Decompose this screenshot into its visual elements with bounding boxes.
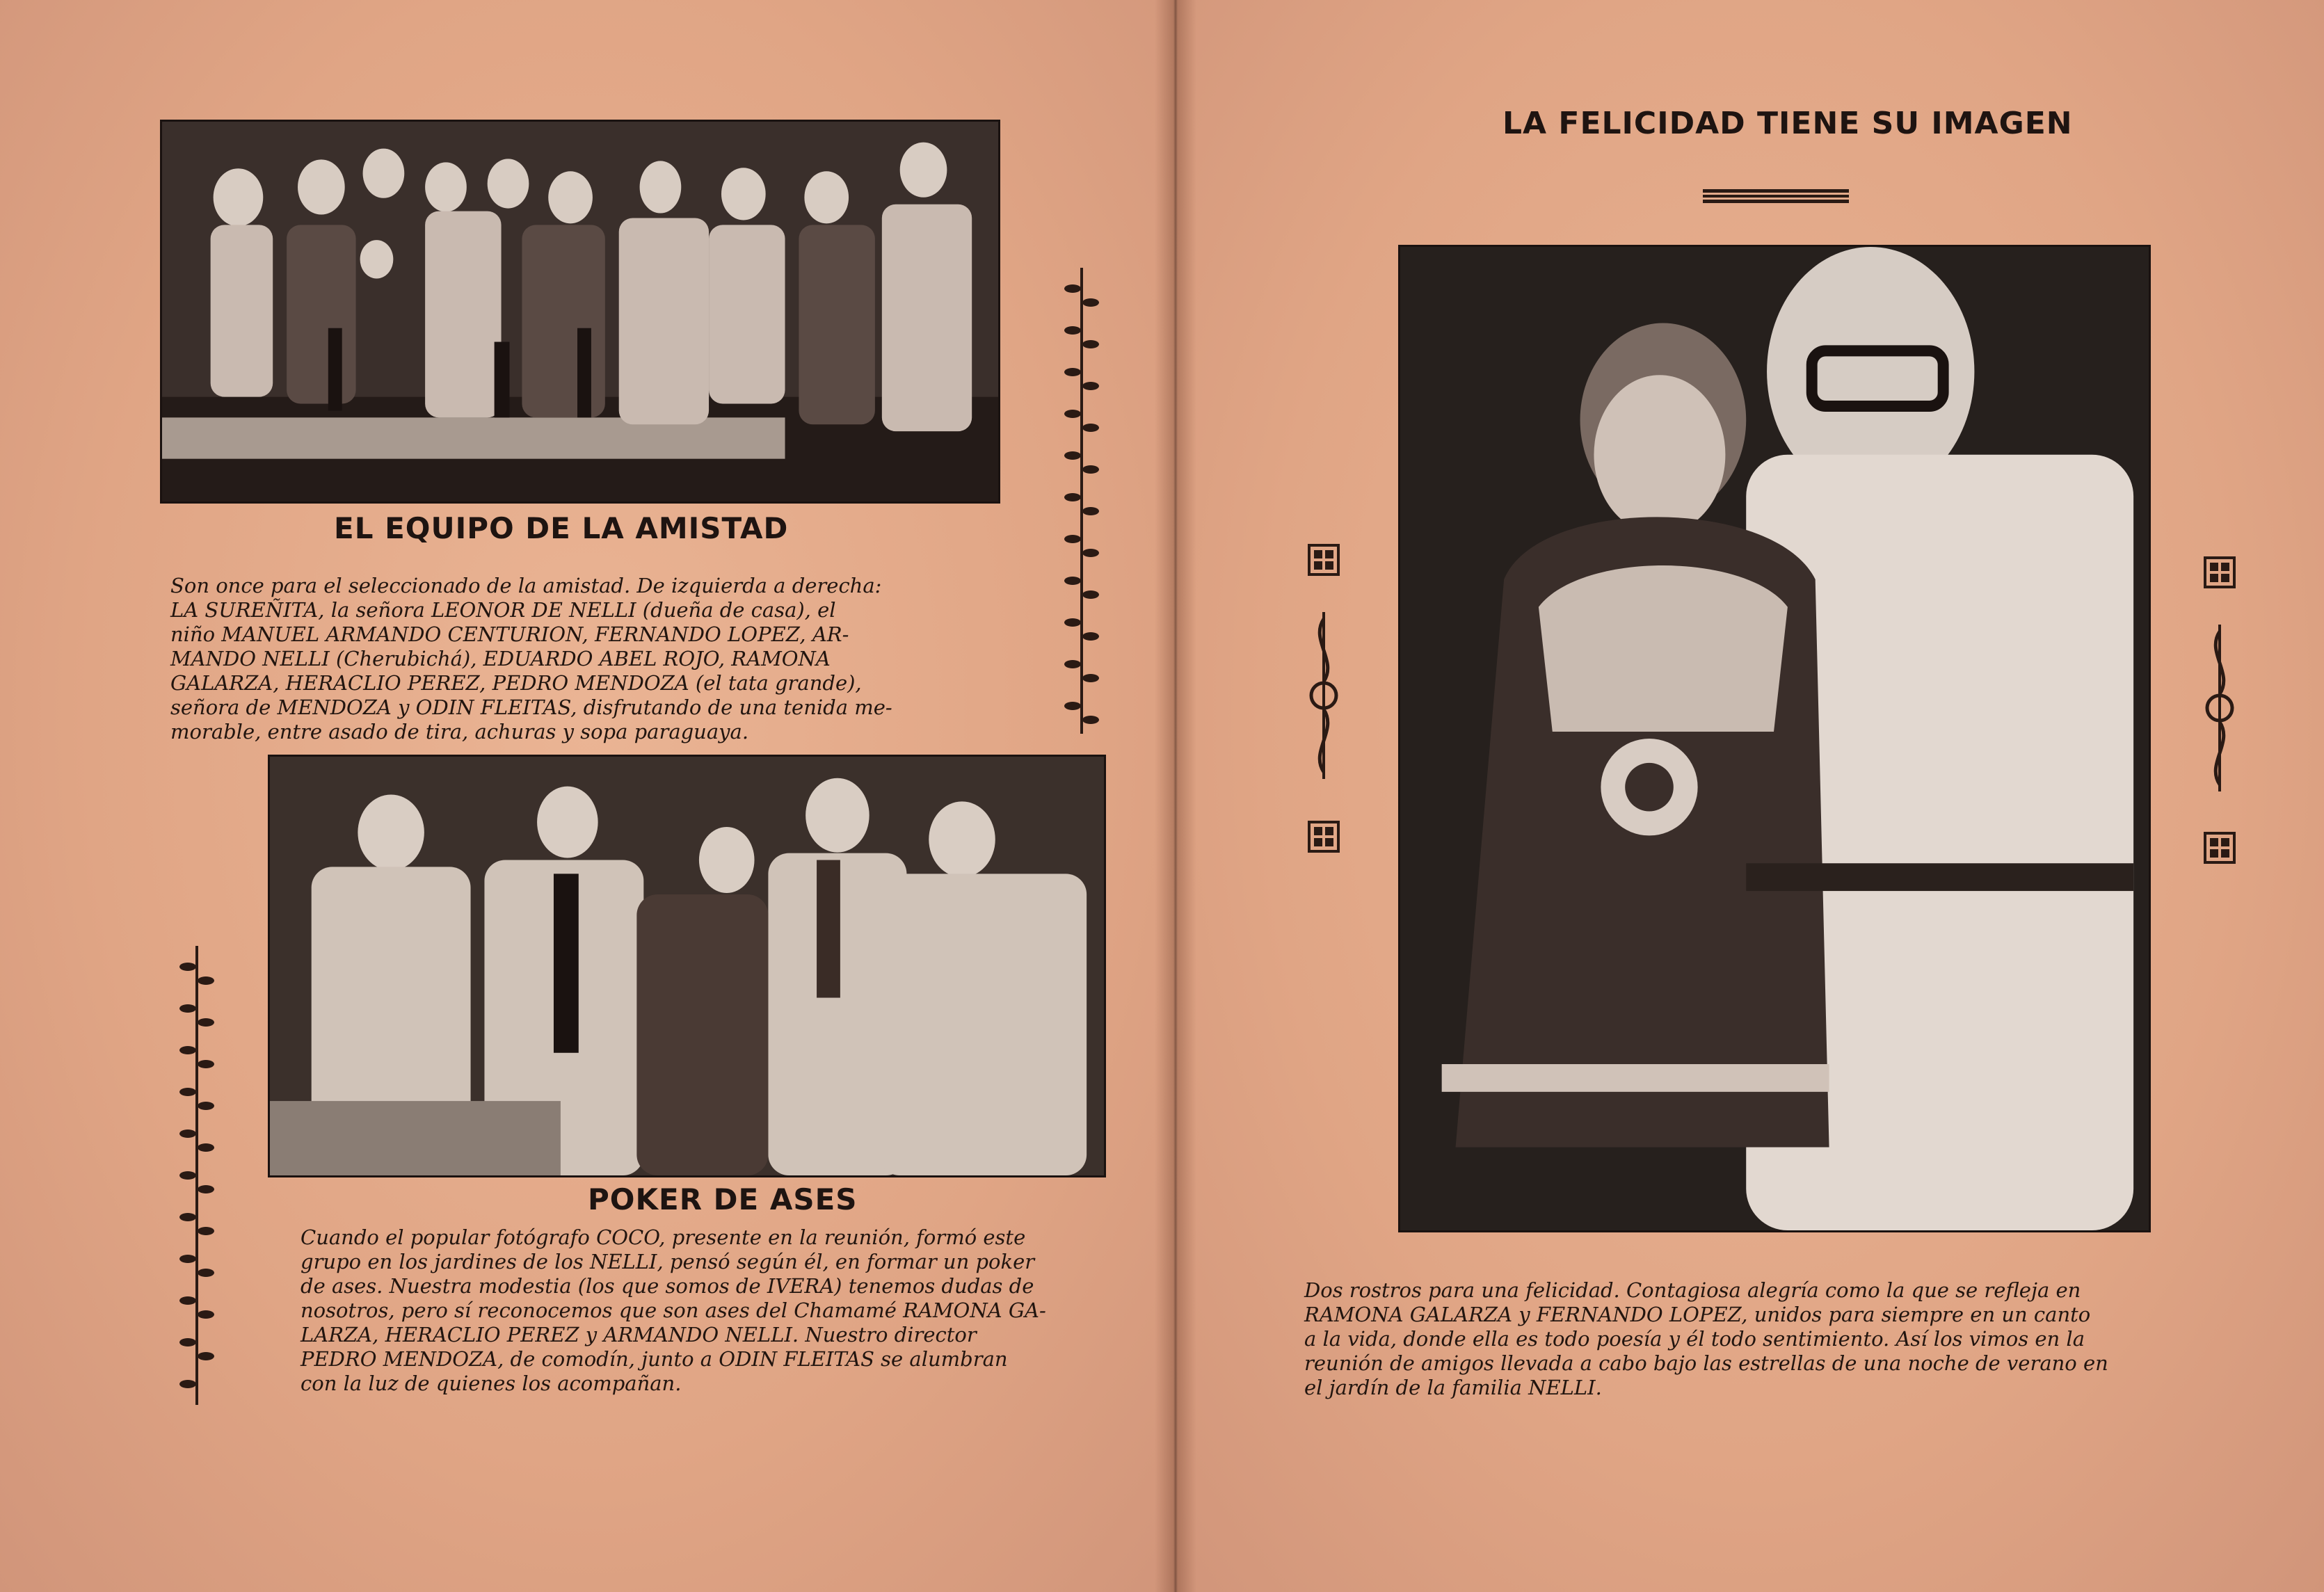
book-gutter xyxy=(1155,0,1196,1592)
caption-line: MANDO NELLI (Cherubichá), EDUARDO ABEL ROJO, RAMONA xyxy=(170,647,831,670)
couple-portrait-photo xyxy=(1398,245,2151,1232)
caption-line: reunión de amigos llevada a cabo bajo las estrellas de una noche de verano en xyxy=(1304,1351,2108,1375)
group-photo-amistad xyxy=(160,120,1000,504)
laurel-ornament-top xyxy=(1064,268,1099,734)
right-page xyxy=(1176,0,2324,1592)
page-title-felicidad: LA FELICIDAD TIENE SU IMAGEN xyxy=(1502,106,2073,141)
caption-line: morable, entre asado de tira, achuras y sopa paraguaya. xyxy=(170,720,749,743)
caption-amistad xyxy=(170,574,998,744)
caption-line: Son once para el seleccionado de la amistad. De izquierda a derecha: xyxy=(170,574,882,597)
caption-line: Cuando el popular fotógrafo COCO, presente en la reunión, formó este xyxy=(300,1225,1026,1249)
caption-line: de ases. Nuestra modestia (los que somos de IVERA) tenemos dudas de xyxy=(300,1274,1034,1298)
caption-line: nosotros, pero sí reconocemos que son ases del Chamamé RAMONA GA- xyxy=(300,1298,1046,1322)
flourish-ornament-right xyxy=(2202,625,2237,791)
caption-felicidad xyxy=(1304,1278,2240,1400)
square-ornament-right-bottom xyxy=(2204,832,2236,864)
square-ornament-left-bottom xyxy=(1308,821,1340,853)
decorative-rule xyxy=(1703,189,1849,203)
caption-line: con la luz de quienes los acompañan. xyxy=(300,1372,682,1395)
square-ornament-left-top xyxy=(1308,544,1340,576)
caption-line: LA SUREÑITA, la señora LEONOR DE NELLI (dueña de casa), el xyxy=(170,598,836,622)
square-ornament-right-top xyxy=(2204,556,2236,588)
caption-line: señora de MENDOZA y ODIN FLEITAS, disfrutando de una tenida me- xyxy=(170,696,892,719)
section-title-amistad: EL EQUIPO DE LA AMISTAD xyxy=(334,511,789,545)
caption-line: grupo en los jardines de los NELLI, pensó según él, en formar un poker xyxy=(300,1250,1035,1273)
caption-line: niño MANUEL ARMANDO CENTURION, FERNANDO LOPEZ, AR- xyxy=(170,622,849,646)
group-photo-poker xyxy=(268,755,1106,1177)
caption-line: LARZA, HERACLIO PEREZ y ARMANDO NELLI. Nuestro director xyxy=(300,1323,977,1346)
caption-line: PEDRO MENDOZA, de comodín, junto a ODIN FLEITAS se alumbran xyxy=(300,1347,1008,1371)
section-title-poker: POKER DE ASES xyxy=(588,1182,858,1216)
laurel-ornament-bottom xyxy=(179,946,214,1405)
caption-line: a la vida, donde ella es todo poesía y él todo sentimiento. Así los vimos en la xyxy=(1304,1327,2085,1351)
caption-line: Dos rostros para una felicidad. Contagiosa alegría como la que se refleja en xyxy=(1304,1278,2081,1302)
flourish-ornament-left xyxy=(1306,612,1341,779)
caption-line: el jardín de la familia NELLI. xyxy=(1304,1376,1602,1399)
caption-line: RAMONA GALARZA y FERNANDO LOPEZ, unidos para siempre en un canto xyxy=(1304,1303,2091,1326)
caption-poker xyxy=(300,1225,1121,1396)
caption-line: GALARZA, HERACLIO PEREZ, PEDRO MENDOZA (el tata grande), xyxy=(170,671,862,695)
